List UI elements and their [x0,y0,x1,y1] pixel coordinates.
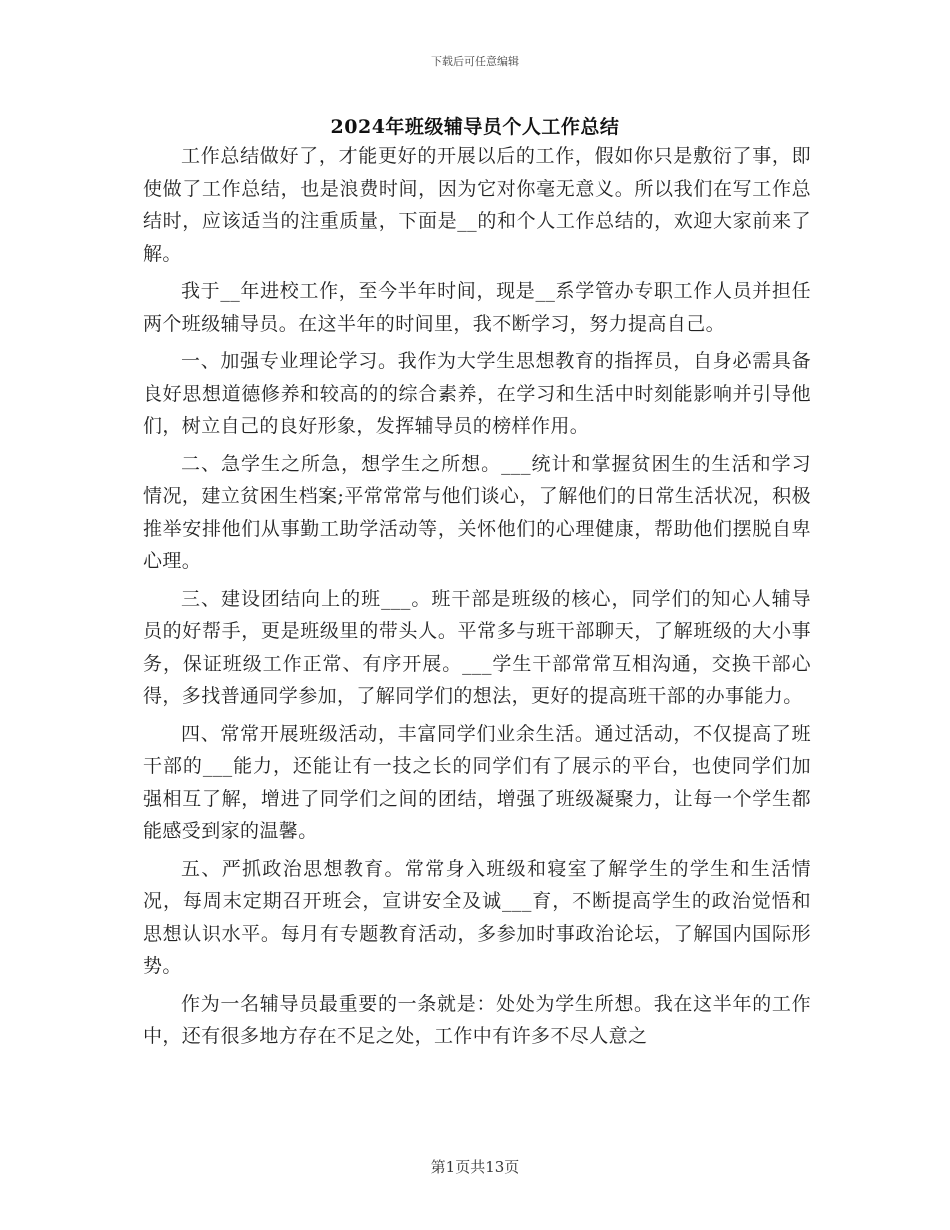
paragraph-section-5: 五、严抓政治思想教育。常常身入班级和寝室了解学生的学生和生活情况，每周末定期召开班会，宣讲安全及诚___育，不断提高学生的政治觉悟和思想认识水平。每月有专题教育活动，多参加时事政治论坛，了解国内国际形势。 [143,857,811,977]
paragraph-section-2: 二、急学生之所急，想学生之所想。___统计和掌握贫困生的生活和学习情况，建立贫困生档案;平常常常与他们谈心，了解他们的日常生活状况，积极推举安排他们从事勤工助学活动等，关怀他们的心理健康，帮助他们摆脱自卑心理。 [143,452,811,572]
page-number-indicator: 第1页共13页 [430,1158,520,1176]
paragraph-conclusion: 作为一名辅导员最重要的一条就是：处处为学生所想。我在这半年的工作中，还有很多地方存在不足之处，工作中有许多不尽人意之 [143,992,811,1047]
paragraph-section-4: 四、常常开展班级活动，丰富同学们业余生活。通过活动，不仅提高了班干部的___能力，还能让有一技之长的同学们有了展示的平台，也使同学们加强相互了解，增进了同学们之间的团结，增强了班级凝聚力，让每一个学生都能感受到家的温馨。 [143,722,811,842]
paragraph-section-1: 一、加强专业理论学习。我作为大学生思想教育的指挥员，自身必需具备良好思想道德修养和较高的的综合素养，在学习和生活中时刻能影响并引导他们，树立自己的良好形象，发挥辅导员的榜样作用。 [143,350,811,437]
page-header-note: 下载后可任意编辑 [431,55,519,68]
paragraph-intro: 工作总结做好了，才能更好的开展以后的工作，假如你只是敷衍了事，即使做了工作总结，也是浪费时间，因为它对你毫无意义。所以我们在写工作总结时，应该适当的注重质量，下面是__的和个人工作总结的，欢迎大家前来了解。 [143,145,811,265]
document-body [143,140,811,1058]
paragraph-section-3: 三、建设团结向上的班___。班干部是班级的核心，同学们的知心人辅导员的好帮手，更是班级里的带头人。平常多与班干部聊天，了解班级的大小事务，保证班级工作正常、有序开展。___学生干部常常互相沟通，交换干部心得，多找普通同学参加，了解同学们的想法，更好的提高班干部的办事能力。 [143,587,811,707]
paragraph-background: 我于__年进校工作，至今半年时间，现是__系学管办专职工作人员并担任两个班级辅导员。在这半年的时间里，我不断学习，努力提高自己。 [143,280,811,335]
document-title: 2024年班级辅导员个人工作总结 [330,116,620,138]
